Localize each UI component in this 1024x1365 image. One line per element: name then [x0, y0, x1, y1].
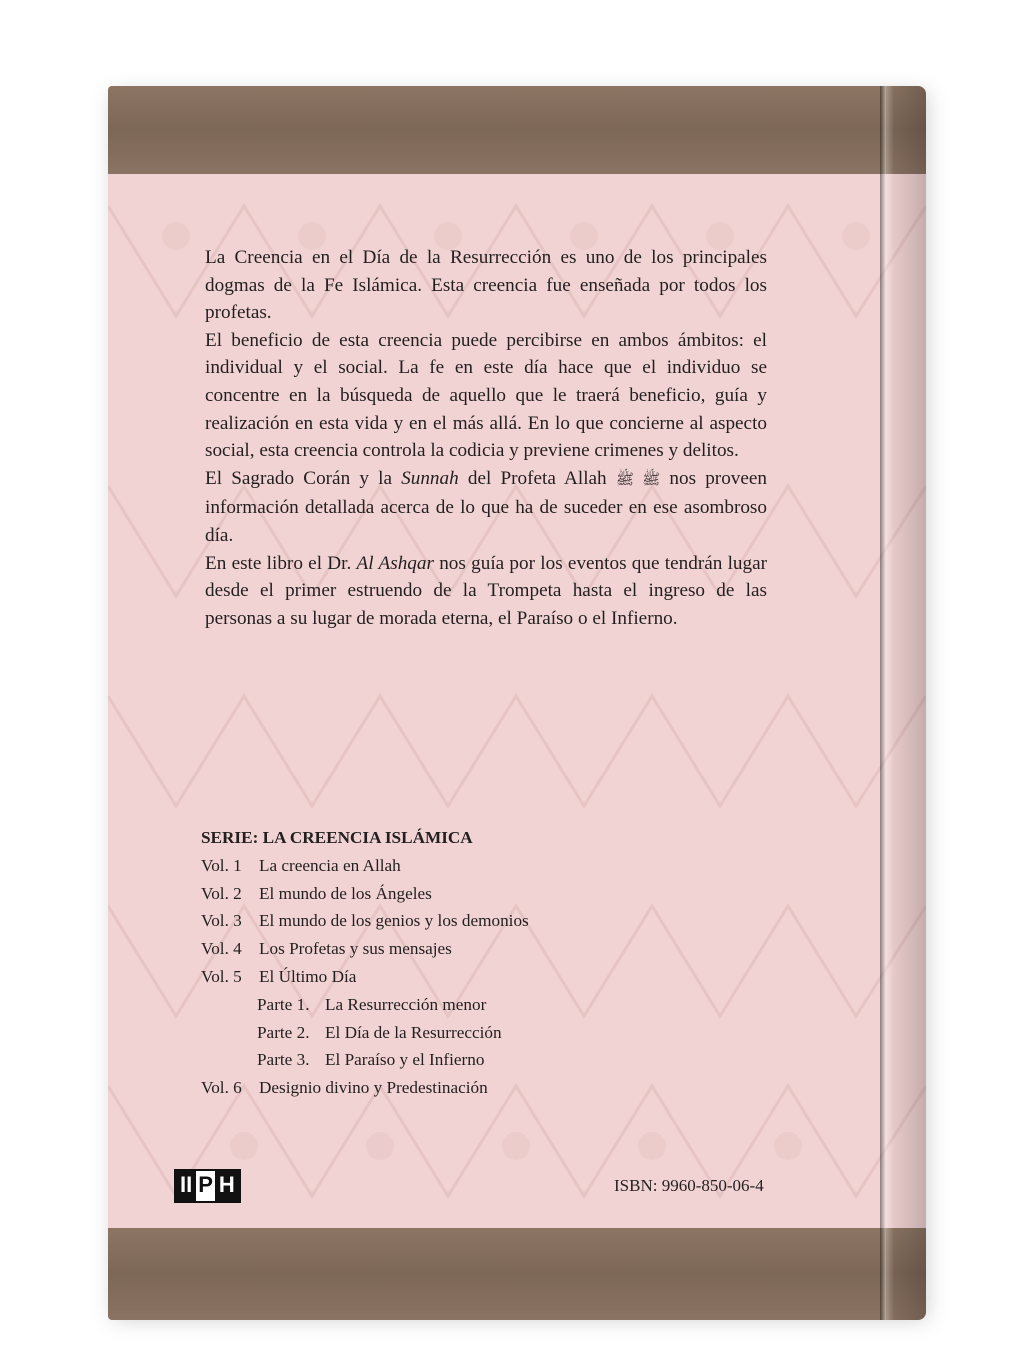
text-span: del Profeta Allah — [458, 467, 616, 489]
volume-number: Vol. 3 — [201, 911, 242, 931]
blurb-text — [205, 244, 767, 632]
part-row — [201, 1019, 761, 1047]
logo-letters: II — [180, 1172, 193, 1197]
isbn-number: ISBN: 9960-850-06-4 — [614, 1176, 764, 1195]
volume-row — [201, 935, 761, 963]
volume-row — [201, 1074, 761, 1102]
volume-number: Vol. 6 — [201, 1078, 242, 1098]
part-title: El Paraíso y el Infierno — [325, 1050, 485, 1070]
volume-title: La creencia en Allah — [259, 855, 401, 875]
series-list — [201, 824, 761, 1102]
part-number: Parte 2. — [257, 1022, 310, 1042]
volume-title: Designio divino y Predestinación — [259, 1078, 488, 1098]
volume-title: Los Profetas y sus mensajes — [259, 939, 452, 959]
volume-row — [201, 963, 761, 991]
volume-row — [201, 852, 761, 880]
blurb-paragraph-4 — [205, 550, 767, 633]
volume-title: El mundo de los genios y los demonios — [259, 911, 529, 931]
blurb-paragraph-1: La Creencia en el Día de la Resurrección es uno de los principales dogmas de la Fe Islámica. Esta creencia fue enseñada por todos los profetas. — [205, 247, 767, 324]
book-spine — [880, 86, 926, 1320]
text-span: El Sagrado Corán y la — [205, 467, 402, 489]
blurb-paragraph-3 — [205, 465, 767, 550]
bottom-cloth-band — [108, 1228, 926, 1320]
volume-title: El Último Día — [259, 966, 357, 986]
part-title: El Día de la Resurrección — [325, 1022, 502, 1042]
salawat-symbol: ﷺ ﷺ — [615, 471, 661, 488]
logo-letters: H — [218, 1172, 235, 1197]
volume-title: El mundo de los Ángeles — [259, 883, 432, 903]
top-cloth-band — [108, 86, 926, 174]
book-back-cover — [108, 86, 926, 1320]
logo-letters: P — [196, 1171, 215, 1201]
part-title: La Resurrección menor — [325, 994, 487, 1014]
volume-number: Vol. 2 — [201, 883, 242, 903]
italic-author: Al Ashqar — [356, 552, 434, 574]
part-number: Parte 3. — [257, 1050, 310, 1070]
series-title: SERIE: LA CREENCIA ISLÁMICA — [201, 828, 473, 847]
part-row — [201, 1046, 761, 1074]
text-span: nos guía por los eventos que tendrán lugar desde el primer estruendo de la Trompeta hasta el ingreso de las personas a su lugar de morada eterna, el Paraíso o el Infierno. — [205, 552, 768, 629]
zigzag-line — [108, 696, 926, 806]
part-row — [201, 991, 761, 1019]
volume-row — [201, 907, 761, 935]
volume-number: Vol. 4 — [201, 939, 242, 959]
text-span: nos proveen información detallada acerca de lo que ha de suceder en ese asombroso día. — [205, 467, 768, 546]
publisher-logo — [174, 1169, 241, 1203]
volume-row — [201, 880, 761, 908]
volume-number: Vol. 5 — [201, 966, 242, 986]
part-number: Parte 1. — [257, 994, 310, 1014]
text-span: En este libro el Dr. — [205, 552, 357, 574]
blurb-paragraph-2: El beneficio de esta creencia puede percibirse en ambos ámbitos: el individual y el social. La fe en este día hace que el individuo se concentre en la búsqueda de aquello que le traerá beneficio, guía y realización en esta vida y en el más allá. En lo que concierne al aspecto social, esta creencia controla la codicia y previene crimenes y delitos. — [205, 329, 767, 462]
volume-number: Vol. 1 — [201, 855, 242, 875]
italic-sunnah: Sunnah — [401, 467, 459, 489]
